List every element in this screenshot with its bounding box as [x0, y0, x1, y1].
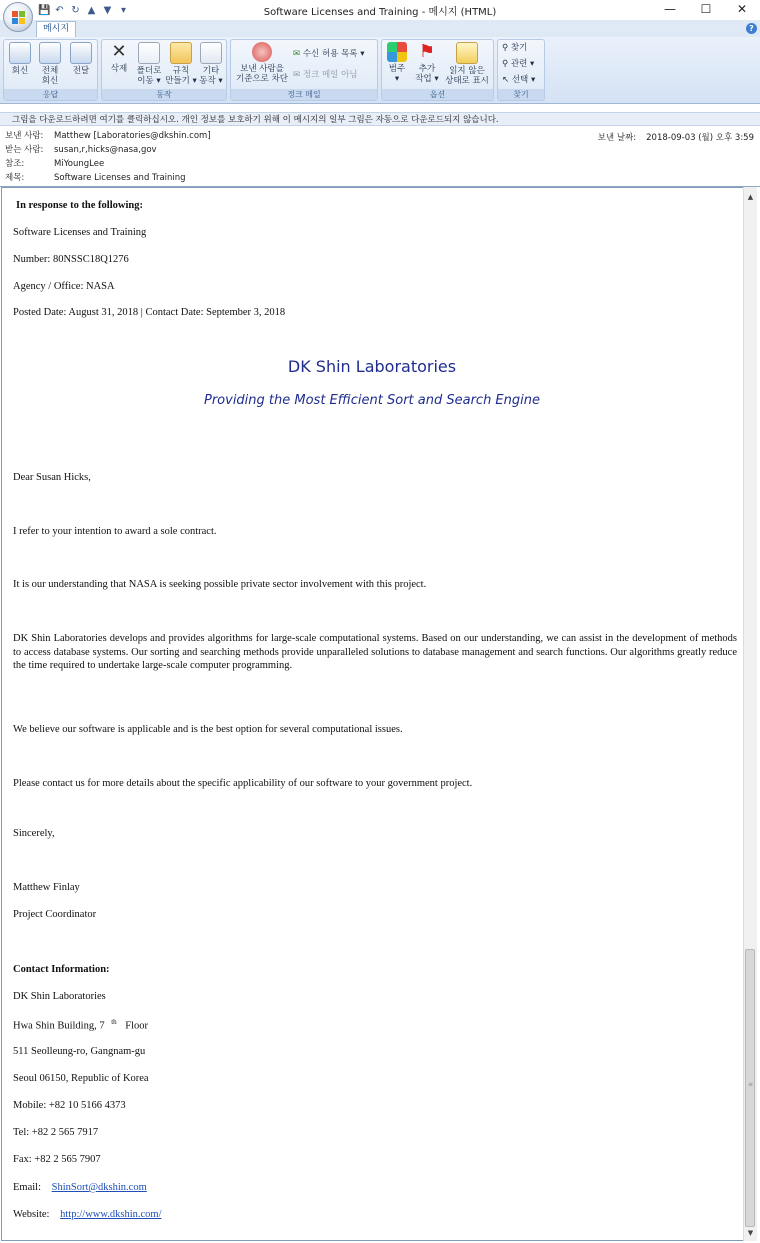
item-number: Number: 80NSSC18Q1276 [13, 254, 129, 265]
safe-list-icon: ✉ [293, 49, 301, 59]
customize-toolbar-icon[interactable]: ▾ [120, 4, 127, 16]
cc-label: 참조: [5, 159, 25, 169]
rules-icon [170, 42, 192, 64]
reply-label: 회신 [11, 66, 29, 76]
maximize-button[interactable]: ☐ [700, 2, 712, 16]
tab-message[interactable]: 메시지 [36, 21, 76, 37]
subject-value: Software Licenses and Training [54, 173, 186, 183]
to-label: 받는 사람: [5, 145, 44, 155]
find-button[interactable] [502, 43, 527, 54]
delete-label: 삭제 [110, 64, 128, 74]
categorize-label-1: 범주 [388, 64, 406, 74]
other-label-1: 기타 [202, 66, 220, 76]
item-agency: Agency / Office: NASA [13, 281, 115, 292]
move-folder-icon [138, 42, 160, 64]
mark-unread-button[interactable] [444, 42, 490, 86]
scrollbar-thumb[interactable] [745, 949, 755, 1227]
block-label-1: 보낸 사람을 [240, 64, 284, 74]
header-subject [5, 172, 186, 184]
categorize-button[interactable] [385, 42, 409, 84]
other-actions-button[interactable] [196, 42, 226, 86]
ribbon-tab-row [0, 20, 760, 37]
delete-button[interactable] [106, 42, 132, 74]
office-button[interactable] [3, 2, 33, 32]
window-title: Software Licenses and Training - 메시지 (HTML) [263, 7, 497, 18]
help-icon[interactable]: ? [746, 23, 757, 34]
select-button[interactable] [502, 75, 535, 86]
header-to [5, 144, 157, 156]
save-icon[interactable]: 💾 [38, 4, 51, 16]
from-value[interactable]: Matthew [Laboratories@dkshin.com] [54, 131, 211, 141]
email-label: Email: [13, 1182, 41, 1193]
header-sent [598, 131, 754, 143]
close-button[interactable]: ✕ [736, 2, 748, 16]
contact-address-1 [13, 1018, 148, 1032]
not-junk-icon: ✉ [293, 70, 301, 80]
title-bar [0, 0, 760, 21]
website-label: Website: [13, 1209, 50, 1220]
message-body [1, 187, 743, 1241]
move-label-1: 폴더로 [136, 66, 162, 76]
reply-all-icon [39, 42, 61, 64]
block-sender-icon [252, 42, 272, 62]
not-junk-label: 정크 메일 아님 [302, 70, 358, 80]
paragraph-1: I refer to your intention to award a sole contract. [13, 526, 217, 537]
followup-label-1: 추가 [418, 64, 436, 74]
move-to-folder-button[interactable] [133, 42, 165, 86]
cursor-icon: ↖ [502, 75, 510, 85]
header-from [5, 130, 211, 142]
forward-icon [70, 42, 92, 64]
address-building: Hwa Shin Building, 7 [13, 1020, 105, 1032]
scrollbar-grip-icon: ≡ [748, 1081, 754, 1088]
binoculars-icon: ⚲ [502, 43, 509, 53]
contact-mobile: Mobile: +82 10 5166 4373 [13, 1100, 126, 1111]
group-label-options: 옵션 [382, 89, 493, 100]
picture-download-infobar[interactable]: 그림을 다운로드하려면 여기를 클릭하십시오. 개인 정보를 보호하기 위해 이 메시지의 일부 그림은 자동으로 다운로드되지 않습니다. [0, 112, 760, 126]
office-logo-icon [19, 11, 25, 17]
contact-address-2: 511 Seolleung-ro, Gangnam-gu [13, 1046, 146, 1057]
find-label: 찾기 [510, 43, 528, 53]
other-actions-icon [200, 42, 222, 64]
redo-icon[interactable]: ↻ [71, 4, 80, 16]
categorize-label-2: ▾ [394, 74, 400, 84]
related-icon: ⚲ [502, 59, 509, 69]
forward-button[interactable] [68, 42, 94, 76]
create-rule-button[interactable] [165, 42, 197, 86]
undo-icon[interactable]: ↶ [55, 4, 64, 16]
group-options [381, 39, 494, 101]
unread-label-2: 상태로 표시 [445, 76, 489, 86]
contact-heading: Contact Information: [13, 964, 110, 975]
not-junk-button[interactable] [293, 70, 358, 81]
subject-label: 제목: [5, 173, 25, 183]
group-junk-mail [230, 39, 378, 101]
office-logo-icon [12, 11, 18, 17]
message-header [0, 128, 760, 187]
office-logo-icon [12, 18, 18, 24]
group-label-junk: 정크 메일 [231, 89, 377, 100]
window-controls [652, 0, 760, 20]
contact-address-3: Seoul 06150, Republic of Korea [13, 1073, 149, 1084]
office-logo-icon [19, 18, 25, 24]
company-title: DK Shin Laboratories [287, 357, 457, 376]
to-value[interactable]: susan,r,hicks@nasa,gov [54, 145, 157, 155]
address-floor-suffix: th [111, 1018, 117, 1026]
signer-title: Project Coordinator [13, 909, 97, 920]
contact-website [13, 1209, 162, 1220]
email-link[interactable]: ShinSort@dkshin.com [51, 1182, 147, 1193]
item-dates: Posted Date: August 31, 2018 | Contact Date: September 3, 2018 [13, 307, 286, 318]
contact-company: DK Shin Laboratories [13, 991, 106, 1002]
previous-item-icon[interactable]: ▲ [87, 4, 96, 16]
related-label: 관련 ▾ [510, 59, 535, 69]
contact-fax: Fax: +82 2 565 7907 [13, 1154, 101, 1165]
paragraph-5: Please contact us for more details about the specific applicability of our software to your government project. [13, 778, 473, 789]
rules-label-2: 만들기 ▾ [165, 76, 197, 86]
safe-list-button[interactable] [293, 49, 364, 60]
forward-label: 전달 [72, 66, 90, 76]
next-item-icon[interactable]: ▼ [103, 4, 112, 16]
group-respond [3, 39, 98, 101]
flag-icon: ⚑ [418, 41, 436, 62]
signer-name: Matthew Finlay [13, 882, 80, 893]
paragraph-3: DK Shin Laboratories develops and provides algorithms for large-scale computational systems. Based on our understanding, we can assist in the development of methods to access database systems. Our sorting and searching methods provide unparalleled solutions to database management and search functions. Our algorithms greatly reduce the time required to undertake large-scale computer programming. [13, 633, 737, 671]
categorize-icon [387, 42, 407, 62]
unread-label-1: 읽지 않은 [449, 66, 485, 76]
greeting: Dear Susan Hicks, [13, 472, 91, 483]
contact-email [13, 1182, 147, 1193]
header-cc [5, 158, 104, 170]
paragraph-4: We believe our software is applicable and is the best option for several computational issues. [13, 724, 403, 735]
group-actions [101, 39, 227, 101]
reply-all-label-2: 회신 [41, 76, 59, 86]
group-label-actions: 동작 [102, 89, 226, 100]
from-label: 보낸 사람: [5, 131, 44, 141]
envelope-icon [456, 42, 478, 64]
minimize-button[interactable]: — [664, 2, 676, 16]
ribbon [0, 37, 760, 104]
block-label-2: 기준으로 차단 [236, 74, 288, 84]
select-label: 선택 ▾ [511, 75, 536, 85]
other-label-2: 동작 ▾ [199, 76, 223, 86]
paragraph-2: It is our understanding that NASA is seeking possible private sector involvement with this project. [13, 579, 427, 590]
safe-list-label: 수신 허용 목록 ▾ [302, 49, 365, 59]
company-tagline: Providing the Most Efficient Sort and Search Engine [203, 393, 540, 408]
item-title: Software Licenses and Training [13, 227, 147, 238]
reply-all-button[interactable] [37, 42, 63, 86]
related-button[interactable] [502, 59, 534, 70]
body-scrollbar[interactable] [743, 187, 757, 1241]
reply-button[interactable] [8, 42, 32, 76]
cc-value[interactable]: MiYoungLee [54, 159, 105, 169]
closing: Sincerely, [13, 828, 55, 839]
reply-icon [9, 42, 31, 64]
reply-all-label-1: 전체 [41, 66, 59, 76]
address-floor: Floor [125, 1020, 149, 1032]
follow-up-button[interactable] [412, 42, 442, 84]
sent-value: 2018-09-03 (월) 오후 3:59 [646, 133, 754, 143]
scroll-up-icon[interactable]: ▲ [747, 193, 754, 201]
contact-tel: Tel: +82 2 565 7917 [13, 1127, 99, 1138]
sent-label: 보낸 날짜: [597, 133, 637, 143]
group-find [497, 39, 545, 101]
scroll-down-icon[interactable]: ▼ [747, 1229, 754, 1237]
followup-label-2: 작업 ▾ [415, 74, 439, 84]
move-label-2: 이동 ▾ [137, 76, 161, 86]
response-heading: In response to the following: [16, 200, 143, 211]
group-label-respond: 응답 [4, 89, 97, 100]
website-link[interactable]: http://www.dkshin.com/ [60, 1209, 162, 1220]
delete-icon: ✕ [111, 41, 127, 62]
group-label-find: 찾기 [498, 89, 544, 100]
block-sender-button[interactable] [234, 42, 290, 84]
rules-label-1: 규칙 [172, 66, 190, 76]
